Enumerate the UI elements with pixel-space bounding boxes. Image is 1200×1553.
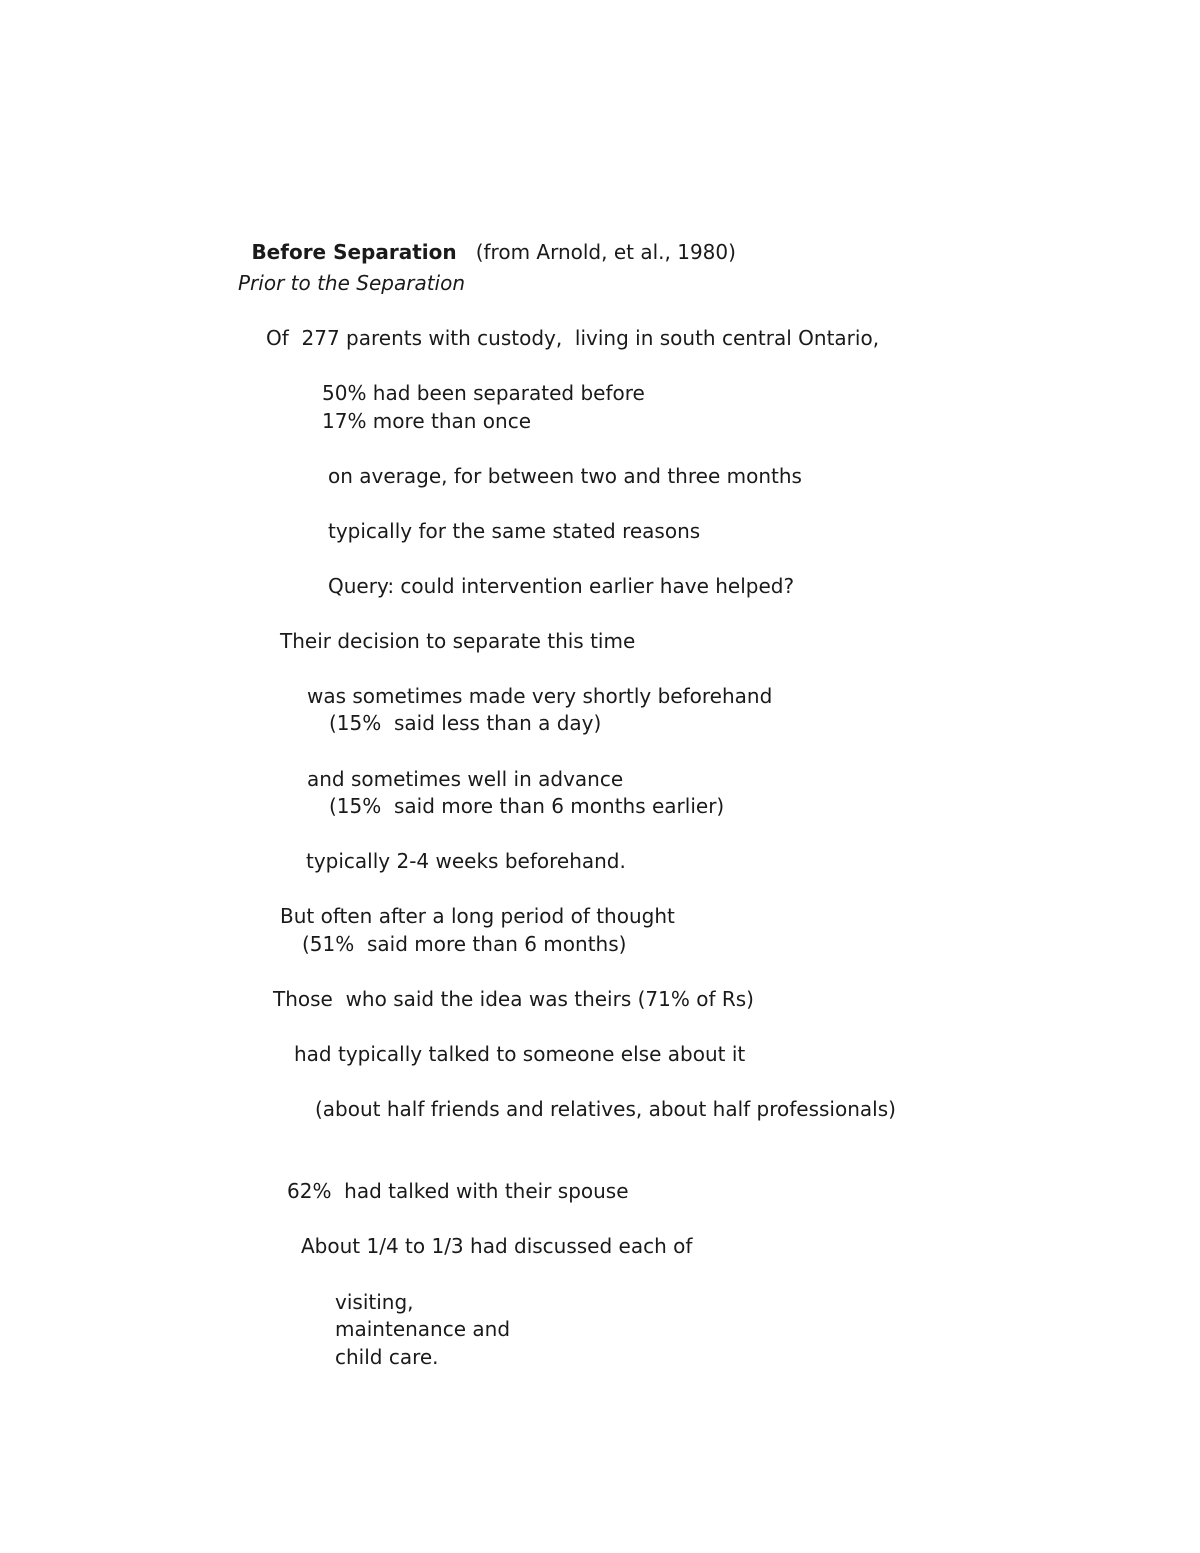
advance-percent-line: (15% said more than 6 months earlier) xyxy=(329,794,725,818)
talked-someone-line: had typically talked to someone else about it xyxy=(294,1042,746,1066)
same-reasons-line: typically for the same stated reasons xyxy=(328,519,701,543)
shortly-percent-line: (15% said less than a day) xyxy=(329,711,602,735)
long-thought-percent-line: (51% said more than 6 months) xyxy=(302,932,627,956)
discussed-line: About 1/4 to 1/3 had discussed each of xyxy=(301,1234,693,1258)
visiting-item: visiting, xyxy=(335,1290,414,1314)
more-than-once-line: 17% more than once xyxy=(322,409,531,433)
page-title: Before Separation xyxy=(251,240,457,264)
average-duration-line: on average, for between two and three months xyxy=(328,464,802,488)
intro-line: Of 277 parents with custody, living in south central Ontario, xyxy=(266,326,880,350)
shortly-line: was sometimes made very shortly beforehand xyxy=(307,684,773,708)
citation: (from Arnold, et al., 1980) xyxy=(475,240,736,264)
child-care-item: child care. xyxy=(335,1345,439,1369)
long-thought-line: But often after a long period of thought xyxy=(280,904,675,928)
advance-line: and sometimes well in advance xyxy=(307,767,624,791)
maintenance-item: maintenance and xyxy=(335,1317,511,1341)
half-friends-line: (about half friends and relatives, about half professionals) xyxy=(315,1097,896,1121)
spouse-line: 62% had talked with their spouse xyxy=(287,1179,629,1203)
separated-before-line: 50% had been separated before xyxy=(322,381,645,405)
query-line: Query: could intervention earlier have helped? xyxy=(328,574,795,598)
decision-line: Their decision to separate this time xyxy=(280,629,636,653)
those-line: Those who said the idea was theirs (71% of Rs) xyxy=(273,987,754,1011)
section-subheading: Prior to the Separation xyxy=(238,271,466,295)
typical-timing-line: typically 2-4 weeks beforehand. xyxy=(306,849,626,873)
